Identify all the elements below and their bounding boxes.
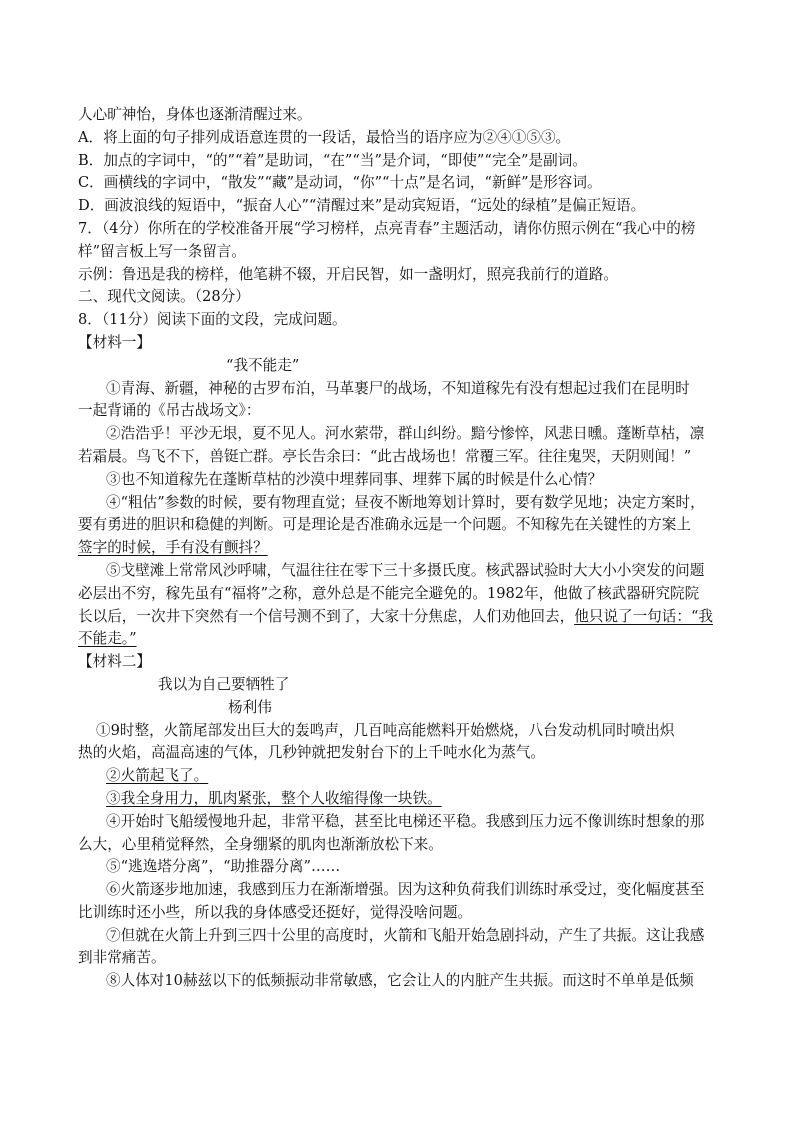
question-7: 7．（4分）你所在的学校准备开展“学习榜样，点亮青春”主题活动，请你仿照示例在“我心中的榜 [78,219,696,237]
paragraph-line: 热的火焰，高温高速的气体，几秒钟就把发射台下的上千吨水化为蒸气。 [78,744,546,762]
material-one-label: 【材料一】 [78,333,151,351]
material-two-author: 杨利伟 [228,698,272,716]
paragraph-line [78,628,722,651]
paragraph-text: 长以后，一次井下突然有一个信号测不到了，大家十分焦虑，人们劝他回去， [78,607,575,625]
material-one-title: “我不能走” [226,356,300,374]
paragraph-line: ⑦但就在火箭上升到三四十公里的高度时，火箭和飞船开始急剧抖动，产生了共振。这让我感 [106,926,705,944]
option-c: C．画横线的字词中，“散发”“藏”是动词，“你”“十点”是名词，“新鲜”是形容词。 [78,174,602,192]
paragraph-line: 一起背诵的《吊古战场文》： [78,402,261,420]
paragraph-line [78,606,722,629]
paragraph-line: 比训练时还小些，所以我的身体感受还挺好，觉得没啥问题。 [78,903,473,921]
underlined-text: ③我全身用力，肌肉紧张，整个人收缩得像一块铁。 [106,789,442,807]
paragraph-line: ④开始时飞船缓慢地升起，非常平稳，甚至比电梯还平稳。我感到压力远不像训练时想象的那 [106,812,705,830]
material-two-label: 【材料二】 [78,653,151,671]
paragraph-line [78,765,722,788]
option-d: D．画波浪线的短语中，“振奋人心”“清醒过来”是动宾短语，“远处的绿植”是偏正短语。 [78,197,646,215]
paragraph-line: ②浩浩乎！平沙无垠，夏不见人。河水萦带，群山纠纷。黯兮惨悴，风悲日曛。蓬断草枯，凛 [106,425,705,443]
paragraph-line: ⑤戈壁滩上常常风沙呼啸，气温往往在零下三十多摄氏度。核武器试验时大大小小突发的问题 [106,561,705,579]
paragraph-line: 到非常痛苦。 [78,949,166,967]
paragraph-line: 若霜晨。鸟飞不下，兽铤亡群。亭长告余曰：“此古战场也！常覆三军。往往鬼哭，天阴则闻！” [78,447,692,465]
paragraph-line: ⑤“逃逸塔分离”，“助推器分离”…… [106,858,341,876]
paragraph-line: 必层出不穷，稼先虽有“福将”之称，意外总是不能完全避免的。1982年，他做了核武器研究院院 [78,584,700,602]
paragraph-line: ①青海、新疆，神秘的古罗布泊，马革裹尸的战场，不知道稼先有没有想起过我们在昆明时 [106,379,690,397]
page-content [78,104,722,993]
question-7-cont: 样”留言板上写一条留言。 [78,242,246,260]
paragraph-line: ③也不知道稼先在蓬断草枯的沙漠中埋葬同事、埋葬下属的时候是什么心情？ [106,470,603,488]
underlined-text: ②火箭起飞了。 [106,767,209,785]
paragraph-line: 么大，心里稍觉释然，全身绷紧的肌肉也渐渐放松下来。 [78,835,443,853]
underlined-text: 不能走。” [78,630,137,648]
paragraph-line: ④“粗估”参数的时候，要有物理直觉；昼夜不断地筹划计算时，要有数学见地；决定方案时， [106,493,705,511]
paragraph-line [78,537,722,560]
paragraph-line: ①9时整，火箭尾部发出巨大的轰鸣声，几百吨高能燃料开始燃烧，八台发动机同时喷出炽 [96,721,675,739]
question-8: 8．（11分）阅读下面的文段，完成问题。 [78,311,347,329]
example-text: 示例：鲁迅是我的榜样，他笔耕不辍，开启民智，如一盏明灯，照亮我前行的道路。 [78,265,618,283]
section-heading: 二、现代文阅读。（28分） [78,288,250,306]
underlined-text: 他只说了一句话：“我 [574,607,714,625]
paragraph-line: ⑥火箭逐步地加速，我感到压力在渐渐增强。因为这种负荷我们训练时承受过，变化幅度甚至 [106,881,705,899]
option-b: B．加点的字词中，“的”“着”是助词，“在”“当”是介词，“即使”“完全”是副词。 [78,151,587,169]
paragraph-line [78,788,722,811]
text-line: 人心旷神怡，身体也逐渐清醒过来。 [78,106,312,123]
underlined-text: 签字的时候，手有没有颤抖？ [78,539,268,557]
paragraph-line: ⑧人体对10赫兹以下的低频振动非常敏感，它会让人的内脏产生共振。而这时不单单是低频 [106,972,694,990]
paragraph-line: 要有勇进的胆识和稳健的判断。可是理论是否准确永远是一个问题。不知稼先在关键性的方案上 [78,516,691,534]
material-two-title: 我以为自己要牺牲了 [158,675,290,693]
option-a: A．将上面的句子排列成语意连贯的一段话，最恰当的语序应为②④①⑤③。 [78,128,571,146]
